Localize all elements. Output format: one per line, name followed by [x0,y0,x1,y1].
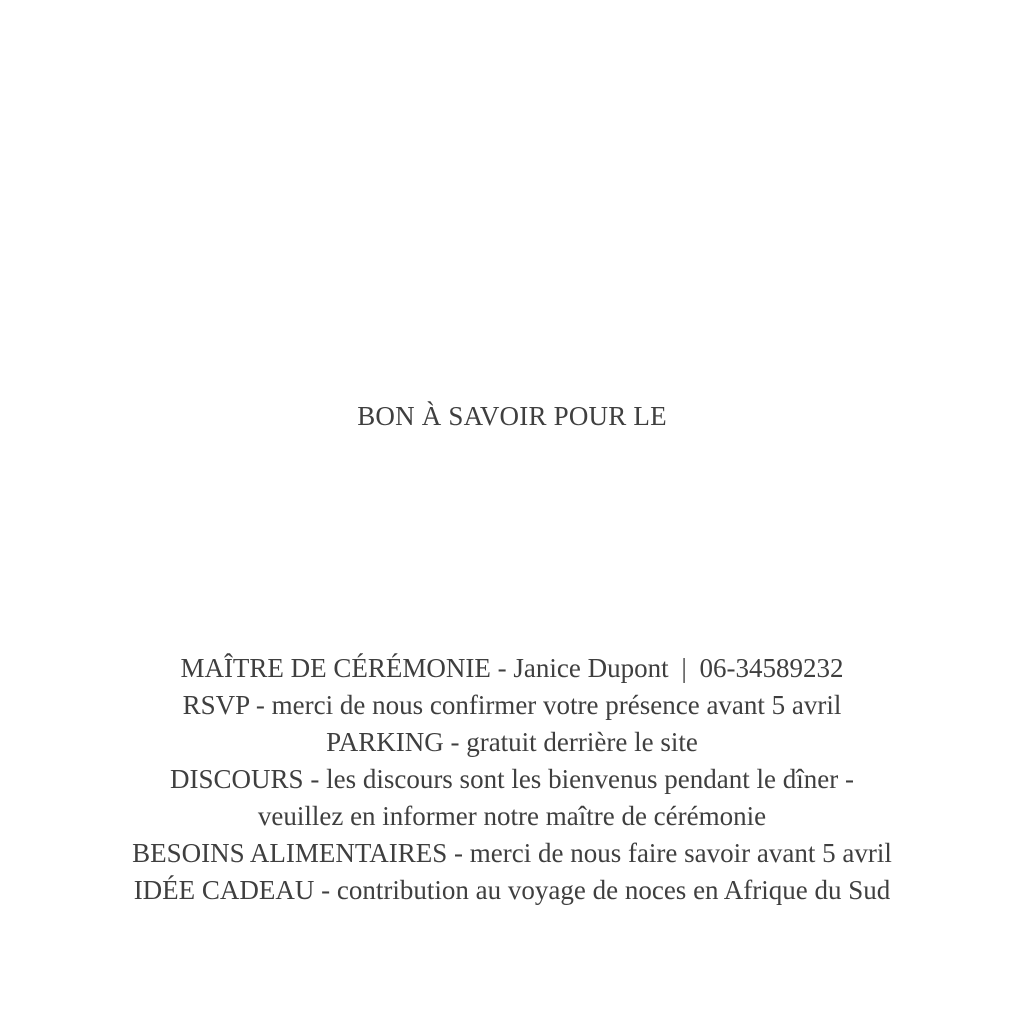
mc-separator: | [681,653,687,683]
info-list [20,650,1004,909]
card-title: BON À SAVOIR POUR LE [357,401,667,431]
dash: - [450,727,467,757]
besoins-text: merci de nous faire savoir avant 5 avril [469,838,892,868]
dash: - [255,690,272,720]
mc-name: Janice Dupont [513,653,669,683]
discours-label: DISCOURS [170,764,304,794]
parking-text: gratuit derrière le site [466,727,698,757]
info-item-mc [20,650,1004,687]
rsvp-label: RSVP [182,690,250,720]
mc-label: MAÎTRE DE CÉRÉMONIE [180,653,491,683]
rsvp-text: merci de nous confirmer votre présence avant 5 avril [271,690,842,720]
cadeau-label: IDÉE CADEAU [133,875,315,905]
info-item-discours [20,761,1004,798]
info-item-discours-continued [20,798,1004,835]
dash: - [310,764,327,794]
besoins-label: BESOINS ALIMENTAIRES [132,838,448,868]
parking-label: PARKING [326,727,444,757]
dash: - [321,875,337,905]
info-item-besoins [20,835,1004,872]
discours-text: les discours sont les bienvenus pendant le dîner - [326,764,854,794]
info-item-rsvp [20,687,1004,724]
mc-phone: 06-34589232 [699,653,844,683]
info-item-parking [20,724,1004,761]
discours-text-continued: veuillez en informer notre maître de cérémonie [257,801,767,831]
cadeau-text: contribution au voyage de noces en Afrique du Sud [336,875,891,905]
dash: - [497,653,514,683]
dash: - [454,838,470,868]
info-item-cadeau [20,872,1004,909]
